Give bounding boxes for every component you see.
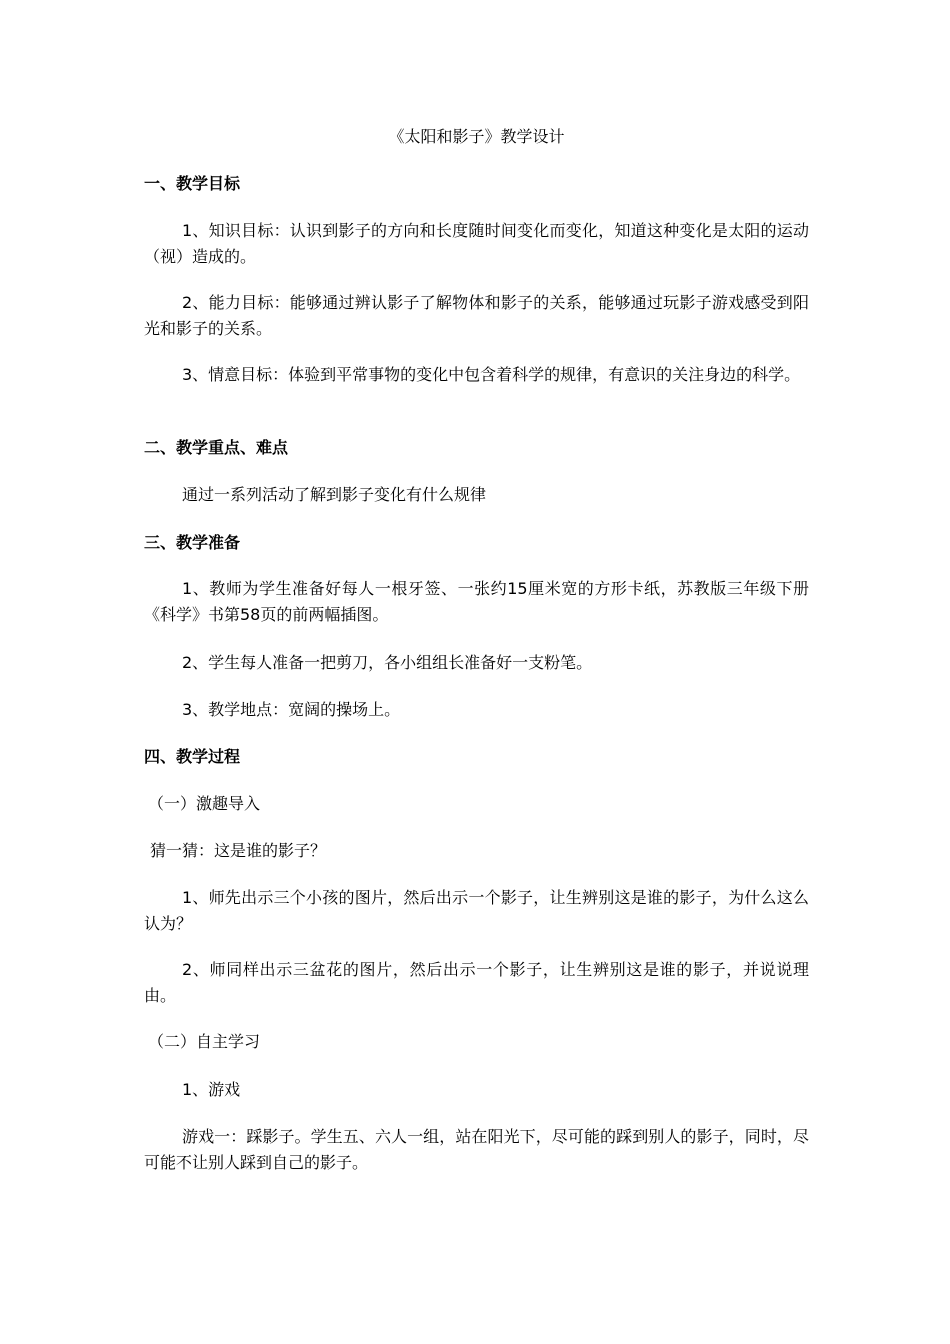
paragraph-game-one: 游戏一：踩影子。学生五、六人一组，站在阳光下，尽可能的踩到别人的影子，同时，尽可能不让别人踩到自己的影子。 [144, 1127, 809, 1172]
section-heading-objectives: 一、教学目标 [144, 174, 241, 193]
paragraph-flower-shadow: 2、师同样出示三盆花的图片，然后出示一个影子，让生辨别这是谁的影子，并说说理由。 [144, 960, 809, 1005]
section-heading-process: 四、教学过程 [144, 747, 241, 766]
paragraph-key-points: 通过一系列活动了解到影子变化有什么规律 [182, 485, 487, 504]
paragraph-teaching-location: 3、教学地点：宽阔的操场上。 [182, 700, 401, 719]
paragraph-game: 1、游戏 [182, 1080, 241, 1099]
paragraph-teacher-preparation: 1、教师为学生准备好每人一根牙签、一张约15厘米宽的方形卡纸，苏教版三年级下册《科学》书第58页的前两幅插图。 [144, 579, 809, 624]
subheading-self-study: （二）自主学习 [148, 1032, 261, 1051]
paragraph-student-preparation: 2、学生每人准备一把剪刀，各小组组长准备好一支粉笔。 [182, 653, 593, 672]
section-heading-preparation: 三、教学准备 [144, 533, 241, 552]
paragraph-knowledge-objective: 1、知识目标：认识到影子的方向和长度随时间变化而变化，知道这种变化是太阳的运动（视）造成的。 [144, 221, 809, 266]
paragraph-guess: 猜一猜：这是谁的影子？ [150, 841, 327, 860]
paragraph-affective-objective: 3、情意目标：体验到平常事物的变化中包含着科学的规律，有意识的关注身边的科学。 [182, 365, 801, 384]
subheading-introduction: （一）激趣导入 [148, 794, 261, 813]
paragraph-ability-objective: 2、能力目标：能够通过辨认影子了解物体和影子的关系，能够通过玩影子游戏感受到阳光和影子的关系。 [144, 293, 809, 338]
paragraph-children-shadow: 1、师先出示三个小孩的图片，然后出示一个影子，让生辨别这是谁的影子，为什么这么认为？ [144, 888, 809, 933]
section-heading-key-points: 二、教学重点、难点 [144, 438, 289, 457]
document-title: 《太阳和影子》教学设计 [388, 127, 565, 146]
